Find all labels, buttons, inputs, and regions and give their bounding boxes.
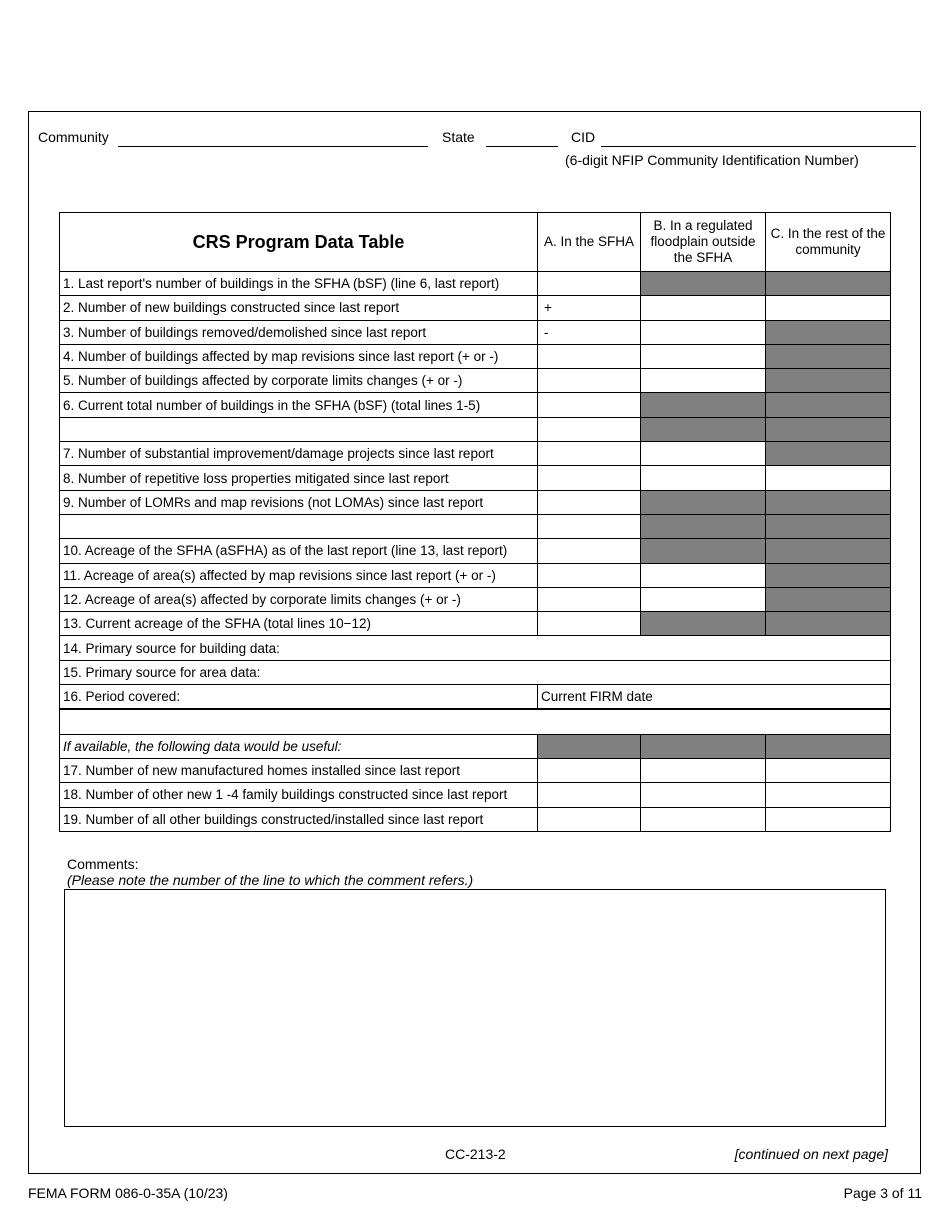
table-row bbox=[60, 417, 891, 441]
cell-a[interactable] bbox=[538, 539, 641, 563]
row-label: If available, the following data would be useful: bbox=[60, 734, 538, 758]
cell-a bbox=[538, 417, 641, 441]
crs-program-data-table bbox=[59, 212, 891, 832]
comments-note: (Please note the number of the line to which the comment refers.) bbox=[67, 872, 474, 888]
row-label bbox=[60, 514, 538, 538]
table-row bbox=[60, 660, 891, 684]
row-label: 19. Number of all other buildings constructed/installed since last report bbox=[60, 807, 538, 831]
cell-a[interactable] bbox=[538, 587, 641, 611]
comments-textarea[interactable] bbox=[64, 889, 886, 1127]
cell-c[interactable] bbox=[766, 466, 891, 490]
row-label: 2. Number of new buildings constructed since last report bbox=[60, 296, 538, 320]
cell-a[interactable] bbox=[538, 344, 641, 368]
cell-c-shaded bbox=[766, 369, 891, 393]
cell-b[interactable] bbox=[641, 466, 766, 490]
cell-a[interactable]: - bbox=[538, 320, 641, 344]
cell-b-shaded bbox=[641, 490, 766, 514]
cell-b-shaded bbox=[641, 393, 766, 417]
table-row bbox=[60, 612, 891, 636]
col-c-header: C. In the rest of the community bbox=[766, 213, 891, 272]
cell-c-shaded bbox=[766, 272, 891, 296]
period-covered-value[interactable]: Current FIRM date bbox=[538, 685, 891, 710]
row-label: 18. Number of other new 1 -4 family buildings constructed since last report bbox=[60, 783, 538, 807]
cell-c-shaded bbox=[766, 563, 891, 587]
row-label: 4. Number of buildings affected by map revisions since last report (+ or -) bbox=[60, 344, 538, 368]
form-number: FEMA FORM 086-0-35A (10/23) bbox=[28, 1185, 228, 1201]
cell-c[interactable] bbox=[766, 758, 891, 782]
cell-c[interactable] bbox=[766, 783, 891, 807]
cell-b[interactable] bbox=[641, 296, 766, 320]
row-label bbox=[60, 709, 891, 734]
cell-a[interactable] bbox=[538, 466, 641, 490]
cell-b[interactable] bbox=[641, 783, 766, 807]
row-label: 3. Number of buildings removed/demolished since last report bbox=[60, 320, 538, 344]
table-row bbox=[60, 685, 891, 710]
table-row bbox=[60, 783, 891, 807]
cell-c-shaded bbox=[766, 514, 891, 538]
community-field[interactable] bbox=[118, 146, 428, 147]
row-label: 1. Last report's number of buildings in the SFHA (bSF) (line 6, last report) bbox=[60, 272, 538, 296]
cell-c-shaded bbox=[766, 417, 891, 441]
cell-c[interactable] bbox=[766, 807, 891, 831]
cid-note: (6-digit NFIP Community Identification Number) bbox=[565, 152, 859, 168]
form-code: CC-213-2 bbox=[445, 1146, 506, 1162]
table-row bbox=[60, 514, 891, 538]
table-row bbox=[60, 369, 891, 393]
col-b-header: B. In a regulated floodplain outside the SFHA bbox=[641, 213, 766, 272]
cell-a[interactable]: + bbox=[538, 296, 641, 320]
cell-b[interactable] bbox=[641, 442, 766, 466]
comments-label: Comments: bbox=[67, 856, 139, 872]
table-row bbox=[60, 636, 891, 660]
table-row bbox=[60, 758, 891, 782]
row-label: 16. Period covered: bbox=[60, 685, 538, 710]
row-label[interactable]: 15. Primary source for area data: bbox=[60, 660, 891, 684]
table-row bbox=[60, 272, 891, 296]
cell-a-shaded bbox=[538, 734, 641, 758]
cell-a[interactable] bbox=[538, 442, 641, 466]
cell-a[interactable] bbox=[538, 758, 641, 782]
cell-b[interactable] bbox=[641, 563, 766, 587]
cell-a[interactable] bbox=[538, 393, 641, 417]
cell-b[interactable] bbox=[641, 758, 766, 782]
table-row bbox=[60, 563, 891, 587]
row-label: 11. Acreage of area(s) affected by map revisions since last report (+ or -) bbox=[60, 563, 538, 587]
cell-a[interactable] bbox=[538, 612, 641, 636]
cell-c-shaded bbox=[766, 490, 891, 514]
cell-c[interactable] bbox=[766, 296, 891, 320]
table-header-row bbox=[60, 213, 891, 272]
row-label: 7. Number of substantial improvement/damage projects since last report bbox=[60, 442, 538, 466]
table-row bbox=[60, 539, 891, 563]
table-row bbox=[60, 587, 891, 611]
cell-a[interactable] bbox=[538, 783, 641, 807]
cell-c-shaded bbox=[766, 612, 891, 636]
row-label: 8. Number of repetitive loss properties mitigated since last report bbox=[60, 466, 538, 490]
cid-field[interactable] bbox=[601, 146, 916, 147]
row-label: 9. Number of LOMRs and map revisions (not LOMAs) since last report bbox=[60, 490, 538, 514]
cell-a[interactable] bbox=[538, 369, 641, 393]
cid-label: CID bbox=[571, 129, 596, 145]
table-row bbox=[60, 320, 891, 344]
cell-b-shaded bbox=[641, 417, 766, 441]
cell-c-shaded bbox=[766, 734, 891, 758]
cell-c-shaded bbox=[766, 539, 891, 563]
table-row bbox=[60, 490, 891, 514]
row-label: 17. Number of new manufactured homes installed since last report bbox=[60, 758, 538, 782]
cell-b-shaded bbox=[641, 734, 766, 758]
row-label: 13. Current acreage of the SFHA (total lines 10−12) bbox=[60, 612, 538, 636]
row-label bbox=[60, 417, 538, 441]
table-row bbox=[60, 466, 891, 490]
community-label: Community bbox=[38, 129, 109, 145]
cell-a bbox=[538, 514, 641, 538]
state-field[interactable] bbox=[486, 146, 558, 147]
table-title: CRS Program Data Table bbox=[60, 213, 538, 272]
row-label: 6. Current total number of buildings in the SFHA (bSF) (total lines 1-5) bbox=[60, 393, 538, 417]
row-label: 10. Acreage of the SFHA (aSFHA) as of the last report (line 13, last report) bbox=[60, 539, 538, 563]
cell-b[interactable] bbox=[641, 587, 766, 611]
cell-c-shaded bbox=[766, 442, 891, 466]
cell-a[interactable] bbox=[538, 490, 641, 514]
cell-c-shaded bbox=[766, 587, 891, 611]
cell-b[interactable] bbox=[641, 344, 766, 368]
table-row bbox=[60, 807, 891, 831]
row-label: 12. Acreage of area(s) affected by corporate limits changes (+ or -) bbox=[60, 587, 538, 611]
cell-b-shaded bbox=[641, 514, 766, 538]
table-row bbox=[60, 442, 891, 466]
cell-b[interactable] bbox=[641, 369, 766, 393]
table-row bbox=[60, 296, 891, 320]
cell-b-shaded bbox=[641, 272, 766, 296]
row-label[interactable]: 14. Primary source for building data: bbox=[60, 636, 891, 660]
cell-a[interactable] bbox=[538, 563, 641, 587]
cell-b[interactable] bbox=[641, 807, 766, 831]
cell-a[interactable] bbox=[538, 272, 641, 296]
table-row bbox=[60, 393, 891, 417]
page-number: Page 3 of 11 bbox=[843, 1185, 922, 1201]
table-row bbox=[60, 344, 891, 368]
cell-a[interactable] bbox=[538, 807, 641, 831]
cell-c-shaded bbox=[766, 344, 891, 368]
cell-b-shaded bbox=[641, 612, 766, 636]
state-label: State bbox=[442, 129, 475, 145]
cell-c-shaded bbox=[766, 393, 891, 417]
cell-b-shaded bbox=[641, 539, 766, 563]
table-row bbox=[60, 734, 891, 758]
row-label: 5. Number of buildings affected by corporate limits changes (+ or -) bbox=[60, 369, 538, 393]
continued-note: [continued on next page] bbox=[734, 1146, 888, 1162]
cell-c-shaded bbox=[766, 320, 891, 344]
cell-b[interactable] bbox=[641, 320, 766, 344]
col-a-header: A. In the SFHA bbox=[538, 213, 641, 272]
table-row bbox=[60, 709, 891, 734]
